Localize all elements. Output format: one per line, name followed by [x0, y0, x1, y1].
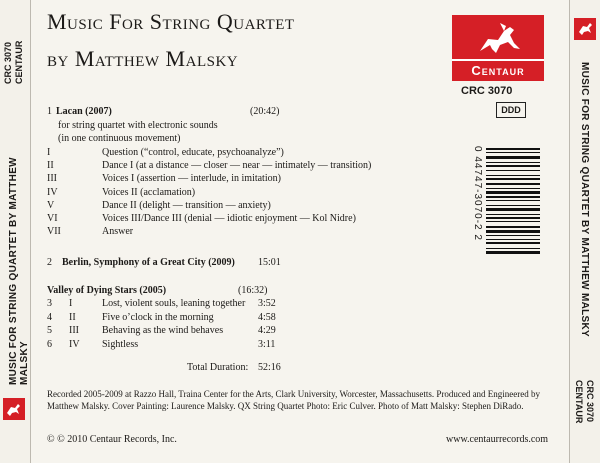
- barcode-digits: 0 44747-3070-2 2: [472, 146, 483, 241]
- barcode-bar: [486, 200, 540, 201]
- track-duration: 4:29: [258, 325, 276, 336]
- valley-duration: (16:32): [238, 285, 268, 296]
- track-duration: 3:52: [258, 298, 276, 309]
- movement-title: Answer: [102, 226, 134, 238]
- track-2-title: Berlin, Symphony of a Great City (2009): [62, 257, 235, 268]
- barcode-bar: [486, 226, 540, 228]
- barcode-bar: [486, 156, 540, 159]
- barcode-bar: [486, 205, 540, 206]
- barcode: [472, 146, 542, 296]
- barcode-bar: [486, 208, 540, 211]
- track-title: Five o’clock in the morning: [102, 311, 214, 323]
- barcode-bar: [486, 242, 540, 244]
- left-spine: [0, 0, 31, 463]
- left-spine-title: MUSIC FOR STRING QUARTET BY MATTHEW MALSKY: [8, 157, 30, 385]
- barcode-bar: [486, 165, 540, 167]
- track-1-duration: (20:42): [250, 106, 280, 117]
- right-spine-label: CENTAUR: [574, 380, 584, 424]
- barcode-bar: [486, 191, 540, 194]
- lacan-desc-1: for string quartet with electronic sounds: [58, 120, 218, 131]
- album-title-line1: Music For String Quartet: [47, 9, 295, 34]
- movement-roman: I: [47, 147, 51, 158]
- right-spine: [569, 0, 600, 463]
- barcode-bar: [486, 235, 540, 236]
- track-duration: 4:58: [258, 311, 276, 323]
- barcode-bar: [486, 170, 540, 171]
- album-title-line2: by Matthew Malsky: [47, 46, 239, 71]
- barcode-bar: [486, 217, 540, 219]
- movement-title: Question (“control, educate, psychoanalyze”): [102, 147, 284, 158]
- barcode-bar: [486, 230, 540, 233]
- track-number: 4: [47, 311, 52, 323]
- catalog-number: CRC 3070: [461, 85, 513, 97]
- left-spine-catalog: [3, 14, 25, 84]
- track-2-duration: 15:01: [258, 257, 281, 268]
- ddd-badge: DDD: [496, 102, 526, 118]
- movement-roman: VI: [47, 213, 58, 224]
- website-link[interactable]: www.centaurrecords.com: [446, 434, 549, 445]
- movement-title: Dance II (delight — transition — anxiety): [102, 199, 271, 211]
- movement-roman: V: [47, 199, 55, 211]
- track-number: 5: [47, 325, 52, 336]
- barcode-bar: [486, 175, 540, 176]
- barcode-bar: [486, 251, 540, 254]
- centaur-logo: [452, 15, 544, 81]
- movement-title: Voices III/Dance III (denial — idiotic enjoyment — Kol Nidre): [102, 213, 356, 224]
- lacan-desc-2: (in one continuous movement): [58, 133, 181, 144]
- track-number: 6: [47, 338, 52, 350]
- barcode-bars: [486, 146, 542, 296]
- track-1-number: 1: [47, 106, 52, 117]
- track-title: Sightless: [102, 338, 139, 350]
- track-number: 3: [47, 298, 52, 309]
- barcode-bar: [486, 178, 540, 180]
- left-spine-logo: [3, 398, 25, 420]
- barcode-bar: [486, 183, 540, 185]
- barcode-bar: [486, 248, 540, 249]
- track-roman: I: [69, 298, 73, 309]
- barcode-bar: [486, 214, 540, 215]
- centaur-icon: [452, 15, 544, 61]
- track-title: Behaving as the wind behaves: [102, 325, 224, 336]
- track-title: Lost, violent souls, leaning together: [102, 298, 246, 309]
- movement-title: Dance I (at a distance — closer — near — intimately — transition): [102, 160, 372, 172]
- valley-title: Valley of Dying Stars (2005): [47, 285, 167, 296]
- barcode-bar: [486, 152, 540, 153]
- right-spine-cat: CRC 3070: [585, 380, 595, 423]
- barcode-bar: [486, 148, 540, 150]
- copyright: © © 2010 Centaur Records, Inc.: [47, 434, 177, 445]
- track-2-number: 2: [47, 257, 52, 268]
- track-duration: 3:11: [258, 338, 276, 350]
- right-spine-title: MUSIC FOR STRING QUARTET BY MATTHEW MALSKY: [579, 62, 590, 337]
- barcode-bar: [486, 221, 540, 222]
- movement-roman: II: [47, 160, 54, 172]
- credits-text: Recorded 2005-2009 at Razzo Hall, Traina Center for the Arts, Clark University, Worcester, Massachusetts. Produced and Engineered by Matthew Malsky. Cover Painting: Laurence Malsky. QX String Quartet Photo: Eric Culver. Photo of Matt Malsky: Stephen DiRado.: [47, 389, 541, 411]
- track-roman: III: [69, 325, 79, 336]
- movement-roman: III: [47, 173, 57, 185]
- barcode-bar: [486, 239, 540, 240]
- movement-roman: IV: [47, 186, 58, 198]
- right-spine-catalog: [573, 380, 595, 450]
- movement-title: Voices I (assertion — interlude, in imitation): [102, 173, 281, 185]
- centaur-logo-word: Centaur: [452, 59, 544, 81]
- left-spine-label: CENTAUR: [14, 40, 24, 84]
- left-spine-cat: CRC 3070: [3, 41, 13, 84]
- movement-roman: VII: [47, 226, 61, 238]
- track-roman: II: [69, 311, 76, 323]
- total-duration-value: 52:16: [258, 362, 281, 373]
- barcode-bar: [486, 162, 540, 163]
- total-duration-label: Total Duration:: [187, 362, 249, 373]
- barcode-bar: [486, 196, 540, 198]
- track-roman: IV: [69, 338, 80, 350]
- right-spine-logo: [574, 18, 596, 40]
- barcode-bar: [486, 188, 540, 189]
- track-1-title: Lacan (2007): [56, 106, 112, 117]
- movement-title: Voices II (acclamation): [102, 186, 196, 198]
